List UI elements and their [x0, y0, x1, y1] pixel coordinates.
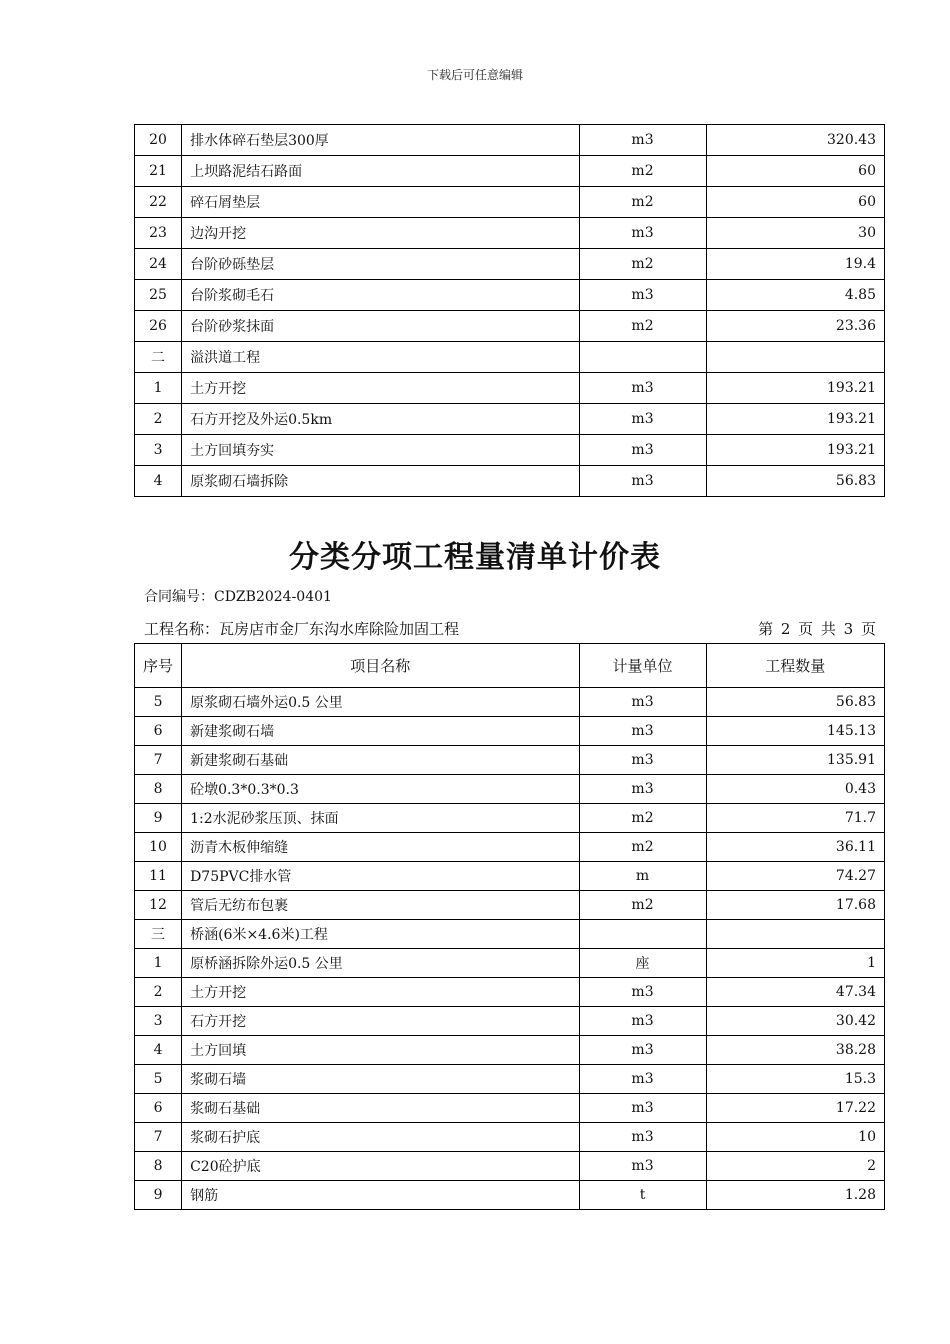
cell-no: 6 — [135, 717, 182, 746]
cell-no: 7 — [135, 746, 182, 775]
table-row — [135, 373, 885, 404]
quantity-table — [134, 643, 885, 1210]
cell-no: 1 — [135, 949, 182, 978]
cell-no: 4 — [135, 466, 182, 497]
header-note: 下载后可任意编辑 — [426, 68, 523, 82]
cell-name: 桥涵(6米×4.6米)工程 — [182, 920, 579, 949]
cell-unit: m3 — [579, 717, 706, 746]
cell-qty: 30.42 — [706, 1007, 884, 1036]
cell-unit: m3 — [579, 746, 706, 775]
cell-name: D75PVC排水管 — [182, 862, 579, 891]
cell-no: 7 — [135, 1123, 182, 1152]
cell-unit: 座 — [579, 949, 706, 978]
cell-unit: m3 — [579, 280, 706, 311]
cell-no: 25 — [135, 280, 182, 311]
table-row — [135, 187, 885, 218]
cell-no: 10 — [135, 833, 182, 862]
cell-name: 土方开挖 — [182, 373, 579, 404]
cell-name: C20砼护底 — [182, 1152, 579, 1181]
cell-no: 6 — [135, 1094, 182, 1123]
cell-name: 土方开挖 — [182, 978, 579, 1007]
table-row — [135, 466, 885, 497]
cell-name: 浆砌石基础 — [182, 1094, 579, 1123]
cell-no: 8 — [135, 1152, 182, 1181]
cell-name: 新建浆砌石基础 — [182, 746, 579, 775]
table-row — [135, 949, 885, 978]
cell-no: 9 — [135, 1181, 182, 1210]
table-row — [135, 435, 885, 466]
cell-qty — [706, 920, 884, 949]
cell-name: 石方开挖 — [182, 1007, 579, 1036]
cell-qty: 60 — [706, 187, 884, 218]
cell-unit: t — [579, 1181, 706, 1210]
cell-name: 浆砌石墙 — [182, 1065, 579, 1094]
project-name: 工程名称：瓦房店市金厂东沟水库除险加固工程 — [144, 620, 460, 638]
table-row — [135, 156, 885, 187]
cell-name: 排水体碎石垫层300厚 — [182, 125, 579, 156]
table-body — [135, 688, 885, 1210]
table-row — [135, 920, 885, 949]
page-title: 分类分项工程量清单计价表 — [289, 540, 661, 575]
cell-unit: m3 — [579, 775, 706, 804]
cell-qty: 17.68 — [706, 891, 884, 920]
cell-name: 土方回填 — [182, 1036, 579, 1065]
table-row — [135, 404, 885, 435]
contract-number: 合同编号：CDZB2024-0401 — [144, 589, 332, 605]
table-row — [135, 862, 885, 891]
cell-unit: m — [579, 862, 706, 891]
cell-unit: m2 — [579, 249, 706, 280]
quantity-table-continued — [134, 124, 885, 497]
cell-qty: 36.11 — [706, 833, 884, 862]
cell-qty: 193.21 — [706, 435, 884, 466]
cell-unit: m3 — [579, 1007, 706, 1036]
cell-qty: 10 — [706, 1123, 884, 1152]
cell-no: 11 — [135, 862, 182, 891]
cell-unit: m2 — [579, 156, 706, 187]
cell-name: 浆砌石护底 — [182, 1123, 579, 1152]
cell-unit: m3 — [579, 1036, 706, 1065]
cell-no: 12 — [135, 891, 182, 920]
cell-no: 5 — [135, 688, 182, 717]
cell-unit: m3 — [579, 1065, 706, 1094]
cell-qty: 0.43 — [706, 775, 884, 804]
cell-unit: m3 — [579, 978, 706, 1007]
cell-no: 21 — [135, 156, 182, 187]
cell-unit: m3 — [579, 1094, 706, 1123]
cell-name: 砼墩0.3*0.3*0.3 — [182, 775, 579, 804]
header-no: 序号 — [135, 644, 182, 688]
cell-name: 原浆砌石墙外运0.5 公里 — [182, 688, 579, 717]
cell-qty: 4.85 — [706, 280, 884, 311]
cell-no: 三 — [135, 920, 182, 949]
cell-qty: 320.43 — [706, 125, 884, 156]
cell-qty: 193.21 — [706, 373, 884, 404]
cell-qty: 15.3 — [706, 1065, 884, 1094]
cell-qty: 30 — [706, 218, 884, 249]
cell-qty: 145.13 — [706, 717, 884, 746]
cell-name: 石方开挖及外运0.5km — [182, 404, 579, 435]
cell-no: 20 — [135, 125, 182, 156]
table-header-row — [135, 644, 885, 688]
cell-unit: m3 — [579, 125, 706, 156]
cell-name: 钢筋 — [182, 1181, 579, 1210]
cell-qty: 71.7 — [706, 804, 884, 833]
table-row — [135, 717, 885, 746]
cell-unit: m2 — [579, 833, 706, 862]
table-row — [135, 1036, 885, 1065]
table-row — [135, 249, 885, 280]
cell-no: 9 — [135, 804, 182, 833]
table-row — [135, 978, 885, 1007]
cell-name: 管后无纺布包裹 — [182, 891, 579, 920]
cell-name: 新建浆砌石墙 — [182, 717, 579, 746]
table-row — [135, 1123, 885, 1152]
cell-unit: m2 — [579, 187, 706, 218]
cell-no: 24 — [135, 249, 182, 280]
cell-qty: 1.28 — [706, 1181, 884, 1210]
table-row — [135, 891, 885, 920]
cell-name: 沥青木板伸缩缝 — [182, 833, 579, 862]
cell-name: 台阶浆砌毛石 — [182, 280, 579, 311]
table-row — [135, 804, 885, 833]
cell-no: 23 — [135, 218, 182, 249]
cell-no: 1 — [135, 373, 182, 404]
cell-no: 2 — [135, 404, 182, 435]
cell-qty: 1 — [706, 949, 884, 978]
cell-no: 4 — [135, 1036, 182, 1065]
cell-name: 溢洪道工程 — [182, 342, 579, 373]
cell-no: 3 — [135, 435, 182, 466]
cell-no: 5 — [135, 1065, 182, 1094]
cell-no: 2 — [135, 978, 182, 1007]
cell-name: 1:2水泥砂浆压顶、抹面 — [182, 804, 579, 833]
cell-name: 碎石屑垫层 — [182, 187, 579, 218]
cell-name: 土方回填夯实 — [182, 435, 579, 466]
cell-unit: m3 — [579, 466, 706, 497]
table-row — [135, 688, 885, 717]
cell-no: 22 — [135, 187, 182, 218]
cell-unit: m2 — [579, 804, 706, 833]
table-row — [135, 1094, 885, 1123]
cell-no: 二 — [135, 342, 182, 373]
cell-qty: 135.91 — [706, 746, 884, 775]
cell-unit: m3 — [579, 218, 706, 249]
cell-no: 8 — [135, 775, 182, 804]
table-row — [135, 125, 885, 156]
cell-qty: 47.34 — [706, 978, 884, 1007]
cell-unit: m3 — [579, 435, 706, 466]
table-row — [135, 218, 885, 249]
cell-unit — [579, 920, 706, 949]
table-row — [135, 342, 885, 373]
table-row — [135, 746, 885, 775]
cell-qty: 74.27 — [706, 862, 884, 891]
cell-name: 上坝路泥结石路面 — [182, 156, 579, 187]
cell-unit: m3 — [579, 404, 706, 435]
table-row — [135, 1007, 885, 1036]
cell-unit: m3 — [579, 1123, 706, 1152]
cell-name: 原桥涵拆除外运0.5 公里 — [182, 949, 579, 978]
cell-qty: 19.4 — [706, 249, 884, 280]
table-row — [135, 1065, 885, 1094]
header-qty: 工程数量 — [706, 644, 884, 688]
cell-qty: 193.21 — [706, 404, 884, 435]
cell-name: 原浆砌石墙拆除 — [182, 466, 579, 497]
cell-qty: 56.83 — [706, 466, 884, 497]
cell-name: 边沟开挖 — [182, 218, 579, 249]
cell-unit: m3 — [579, 373, 706, 404]
cell-name: 台阶砂砾垫层 — [182, 249, 579, 280]
header-unit: 计量单位 — [579, 644, 706, 688]
table-row — [135, 1181, 885, 1210]
cell-unit: m2 — [579, 311, 706, 342]
cell-qty: 60 — [706, 156, 884, 187]
cell-no: 26 — [135, 311, 182, 342]
cell-qty — [706, 342, 884, 373]
cell-unit: m3 — [579, 1152, 706, 1181]
cell-name: 台阶砂浆抹面 — [182, 311, 579, 342]
cell-qty: 17.22 — [706, 1094, 884, 1123]
table-row — [135, 775, 885, 804]
table-body — [135, 125, 885, 497]
table-row — [135, 311, 885, 342]
cell-qty: 56.83 — [706, 688, 884, 717]
table-row — [135, 833, 885, 862]
cell-qty: 2 — [706, 1152, 884, 1181]
cell-unit: m3 — [579, 688, 706, 717]
cell-unit: m2 — [579, 891, 706, 920]
page-info: 第 2 页 共 3 页 — [758, 620, 876, 638]
cell-no: 3 — [135, 1007, 182, 1036]
header-name: 项目名称 — [182, 644, 579, 688]
cell-qty: 38.28 — [706, 1036, 884, 1065]
cell-qty: 23.36 — [706, 311, 884, 342]
table-row — [135, 1152, 885, 1181]
table-row — [135, 280, 885, 311]
cell-unit — [579, 342, 706, 373]
